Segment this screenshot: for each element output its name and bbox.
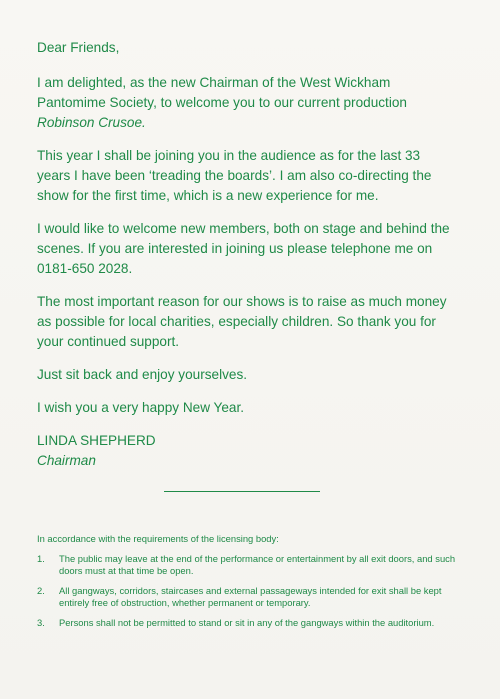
intro-text: I am delighted, as the new Chairman of the West Wickham Pantomime Society, to welcome you to our current production — [37, 75, 407, 110]
letter-paragraph-charities: The most important reason for our shows is to raise as much money as possible for local charities, especially children. So thank you for your continued support. — [37, 294, 447, 349]
notice-rule — [37, 553, 457, 578]
rule-text: All gangways, corridors, staircases and external passageways intended for exit shall be kept entirely free of obstruction, whether permanent or temporary. — [59, 584, 442, 608]
salutation: Dear Friends, — [37, 40, 120, 55]
signature-title: Chairman — [37, 453, 96, 468]
welcome-letter — [37, 38, 457, 471]
letter-paragraph-members: I would like to welcome new members, both on stage and behind the scenes. If you are interested in joining us please telephone me on 0181-650 2028. — [37, 221, 450, 276]
production-title: Robinson Crusoe. — [37, 115, 146, 130]
rule-number: 2. — [37, 584, 45, 596]
notice-rule — [37, 617, 457, 630]
letter-paragraph-enjoy: Just sit back and enjoy yourselves. — [37, 367, 248, 382]
notice-rule — [37, 585, 457, 610]
section-divider — [164, 491, 320, 492]
letter-paragraph-new-year: I wish you a very happy New Year. — [37, 400, 245, 415]
letter-paragraph-audience: This year I shall be joining you in the audience as for the last 33 years I have been ‘treading the boards’. I am also co-directing the show for the first time, which is a new experience for me. — [37, 148, 432, 203]
rule-text: The public may leave at the end of the performance or entertainment by all exit doors, and such doors must at that time be open. — [59, 552, 456, 576]
rule-number: 1. — [37, 552, 45, 564]
signature-block — [37, 431, 457, 471]
rule-number: 3. — [37, 616, 45, 628]
licensing-notice — [37, 533, 457, 636]
rule-text: Persons shall not be permitted to stand or sit in any of the gangways within the auditorium. — [59, 616, 435, 628]
letter-paragraph-intro — [37, 73, 457, 133]
signature-name: LINDA SHEPHERD — [37, 433, 156, 448]
notice-intro: In accordance with the requirements of the licensing body: — [37, 533, 279, 544]
